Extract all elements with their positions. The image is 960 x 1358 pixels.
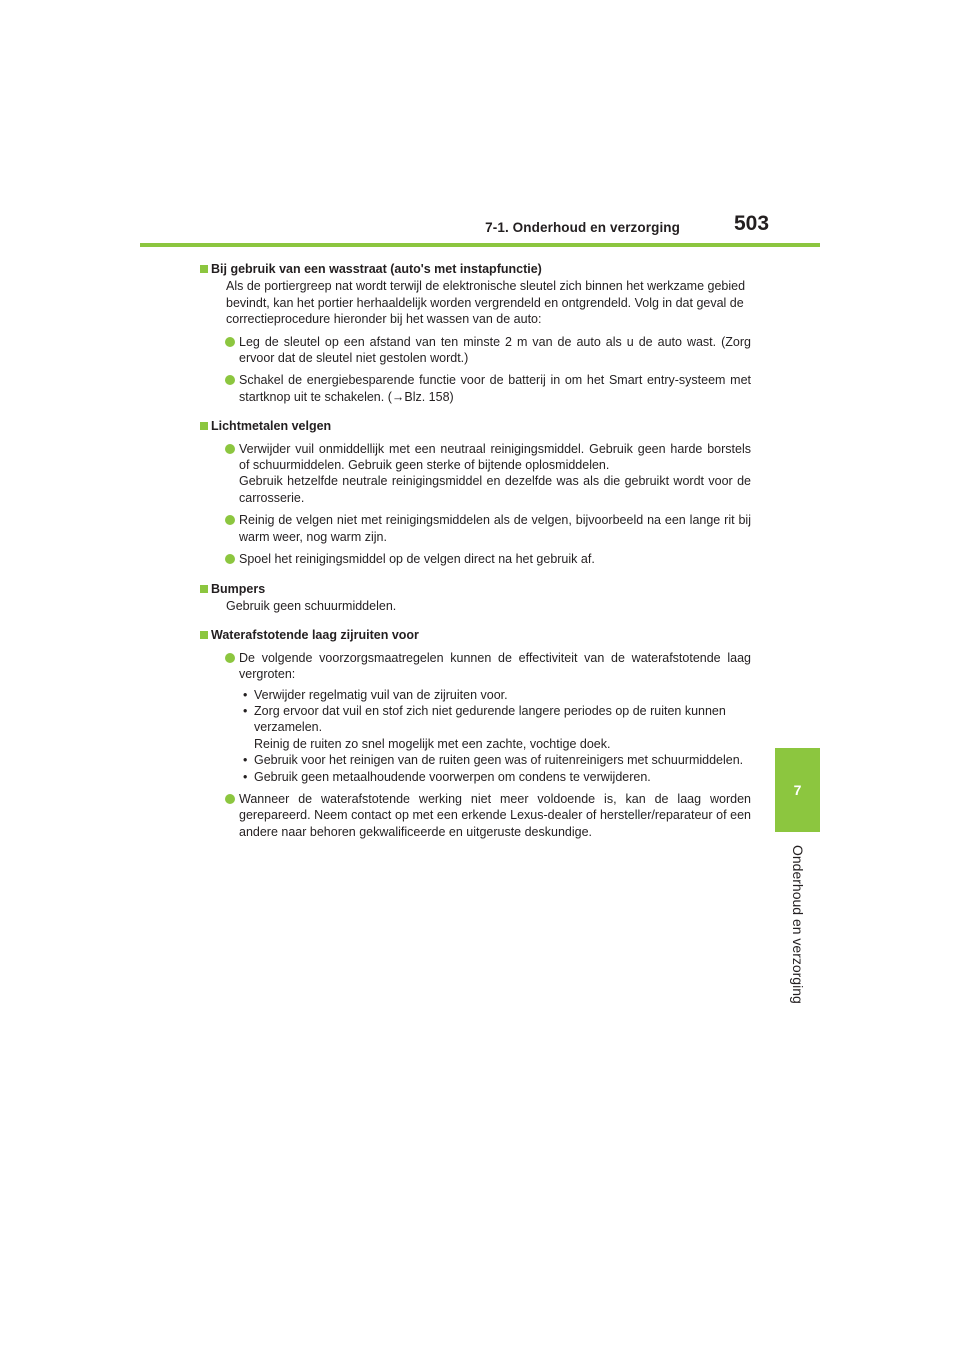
chapter-tab bbox=[775, 748, 820, 832]
sub-item: • Gebruik voor het reinigen van de ruiten geen was of ruitenreinigers met schuurmiddelen. bbox=[243, 753, 744, 768]
circle-bullet-icon bbox=[225, 653, 235, 663]
section-heading: Bumpers bbox=[211, 581, 751, 597]
bullet-item: Schakel de energiebesparende functie voor de batterij in om het Smart entry-systeem met startknop uit te schakelen. (→Blz. 158) bbox=[211, 372, 751, 405]
bullet-item: Leg de sleutel op een afstand van ten minste 2 m van de auto als u de auto wast. (Zorg ervoor dat de sleutel niet gestolen wordt.) bbox=[211, 334, 751, 367]
bullet-item: Wanneer de waterafstotende werking niet meer voldoende is, kan de laag worden gerepareerd. Neem contact op met een erkende Lexus-dealer of hersteller/reparateur of een andere naar behoren gekwalificeerde en uitgeruste deskundige. bbox=[211, 791, 751, 840]
chapter-side-label: Onderhoud en verzorging bbox=[790, 845, 806, 1004]
bullet-item: Verwijder vuil onmiddellijk met een neutraal reinigingsmiddel. Gebruik geen harde borstels of schuurmiddelen. Gebruik geen sterke of bijtende oplosmiddelen. Gebruik hetzelfde neutrale reinigingsmiddel en dezelfde was als die gebruikt wordt voor de carrosserie. bbox=[211, 441, 751, 507]
bullet-item: De volgende voorzorgsmaatregelen kunnen de effectiviteit van de waterafstotende laag vergroten: bbox=[211, 650, 751, 683]
circle-bullet-icon bbox=[225, 375, 235, 385]
square-bullet-icon bbox=[200, 265, 208, 273]
header-rule bbox=[140, 243, 820, 247]
chapter-number: 7 bbox=[793, 782, 802, 798]
circle-bullet-icon bbox=[225, 794, 235, 804]
paragraph: Gebruik geen schuurmiddelen. bbox=[226, 598, 397, 613]
bullet-item: Reinig de velgen niet met reinigingsmiddelen als de velgen, bijvoorbeeld na een lange rit bij warm weer, nog warm zijn. bbox=[211, 512, 751, 545]
dot-marker-icon: • bbox=[243, 769, 248, 784]
circle-bullet-icon bbox=[225, 337, 235, 347]
section-heading: Bij gebruik van een wasstraat (auto's met instapfunctie) bbox=[211, 261, 751, 277]
page-number: 503 bbox=[734, 212, 770, 235]
section-heading: Waterafstotende laag zijruiten voor bbox=[211, 627, 751, 643]
dot-marker-icon: • bbox=[243, 687, 248, 702]
square-bullet-icon bbox=[200, 631, 208, 639]
circle-bullet-icon bbox=[225, 444, 235, 454]
square-bullet-icon bbox=[200, 422, 208, 430]
dot-marker-icon: • bbox=[243, 703, 248, 718]
section-heading: Lichtmetalen velgen bbox=[211, 418, 751, 434]
circle-bullet-icon bbox=[225, 515, 235, 525]
circle-bullet-icon bbox=[225, 554, 235, 564]
bullet-item: Spoel het reinigingsmiddel op de velgen direct na het gebruik af. bbox=[211, 551, 751, 567]
sub-item: • Gebruik geen metaalhoudende voorwerpen om condens te verwijderen. bbox=[243, 769, 651, 784]
paragraph: Als de portiergreep nat wordt terwijl de elektronische sleutel zich binnen het werkzame gebied bevindt, kan het portier herhaaldelijk worden vergrendeld en ontgrendeld. Volg in dat geval de correctieprocedure hieronder bij het wassen van de auto: bbox=[226, 279, 746, 327]
sub-item: • Zorg ervoor dat vuil en stof zich niet gedurende langere periodes op de ruiten kunnen verzamelen. Reinig de ruiten zo snel mogelijk met een zachte, vochtige doek. bbox=[243, 703, 726, 751]
square-bullet-icon bbox=[200, 585, 208, 593]
page-content bbox=[211, 256, 751, 840]
sub-item: • Verwijder regelmatig vuil van de zijruiten voor. bbox=[243, 687, 508, 702]
dot-marker-icon: • bbox=[243, 753, 248, 768]
section-header: 7-1. Onderhoud en verzorging bbox=[485, 220, 680, 235]
